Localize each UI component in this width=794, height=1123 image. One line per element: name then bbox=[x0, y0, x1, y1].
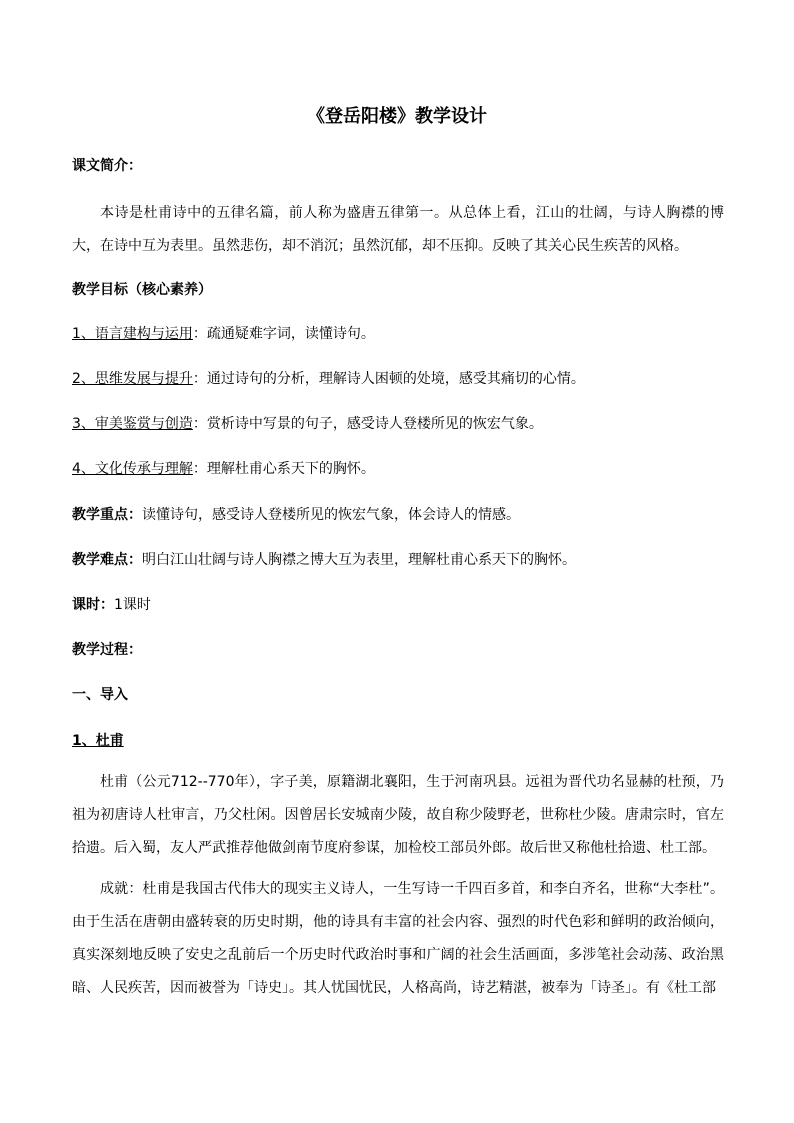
goal-item-3 bbox=[72, 413, 543, 435]
intro-heading: 课文简介： bbox=[72, 158, 142, 174]
goal-text: ：通过诗句的分析，理解诗人困顿的处境，感受其痛切的心情。 bbox=[192, 371, 585, 387]
difficulty bbox=[72, 549, 576, 571]
key-point-text: 读懂诗句，感受诗人登楼所见的恢宏气象，体会诗人的情感。 bbox=[142, 507, 520, 523]
goal-label: 2、思维发展与提升 bbox=[72, 371, 193, 387]
class-hours bbox=[72, 594, 151, 616]
process-heading: 教学过程： bbox=[72, 642, 142, 658]
key-point-label: 教学重点： bbox=[72, 507, 142, 523]
goal-item-1 bbox=[72, 323, 375, 345]
intro-paragraph: 本诗是杜甫诗中的五律名篇，前人称为盛唐五律第一。从总体上看，江山的壮阔，与诗人胸襟的博大，在诗中互为表里。虽然悲伤，却不消沉；虽然沉郁，却不压抑。反映了其关心民生疾苦的风格。 bbox=[72, 205, 724, 254]
section-heading-intro: 一、导入 bbox=[72, 687, 128, 703]
class-hours-text: 1课时 bbox=[114, 597, 151, 613]
difficulty-text: 明白江山壮阔与诗人胸襟之博大互为表里，理解杜甫心系天下的胸怀。 bbox=[142, 552, 576, 568]
biography-paragraph: 杜甫（公元712--770年），字子美，原籍湖北襄阳，生于河南巩县。远祖为晋代功名显赫的杜预，乃祖为初唐诗人杜审言，乃父杜闲。因曾居长安城南少陵，故自称少陵野老，世称杜少陵。唐肃宗时，官左拾遗。后入蜀，友人严武推荐他做剑南节度府参谋，加检校工部员外郎。故后世又称他杜拾遗、杜工部。 bbox=[72, 774, 724, 856]
achievement-paragraph: 成就：杜甫是我国古代伟大的现实主义诗人，一生写诗一千四百多首，和李白齐名，世称“大李杜”。由于生活在唐朝由盛转衰的历史时期，他的诗具有丰富的社会内容、强烈的时代色彩和鲜明的政治倾向，真实深刻地反映了安史之乱前后一个历史时代政治时事和广阔的社会生活画面，多涉笔社会动荡、政治黑暗、人民疾苦，因而被誉为「诗史」。其人忧国忧民，人格高尚，诗艺精湛，被奉为「诗圣」。有《杜工部 bbox=[72, 881, 724, 996]
goal-label: 3、审美鉴赏与创造 bbox=[72, 416, 193, 432]
document-title: 《登岳阳楼》教学设计 bbox=[307, 106, 487, 127]
goal-text: ：理解杜甫心系天下的胸怀。 bbox=[192, 461, 375, 477]
goals-heading: 教学目标（核心素养） bbox=[72, 282, 212, 298]
goal-label: 4、文化传承与理解 bbox=[72, 461, 193, 477]
class-hours-label: 课时： bbox=[72, 597, 114, 613]
subsection-heading-dufu: 1、杜甫 bbox=[72, 733, 124, 749]
goal-text: ：疏通疑难字词，读懂诗句。 bbox=[192, 326, 375, 342]
key-point bbox=[72, 504, 520, 526]
difficulty-label: 教学难点： bbox=[72, 552, 142, 568]
goal-text: ：赏析诗中写景的句子，感受诗人登楼所见的恢宏气象。 bbox=[192, 416, 543, 432]
goal-label: 1、语言建构与运用 bbox=[72, 326, 193, 342]
goal-item-4 bbox=[72, 458, 375, 480]
goal-item-2 bbox=[72, 368, 585, 390]
